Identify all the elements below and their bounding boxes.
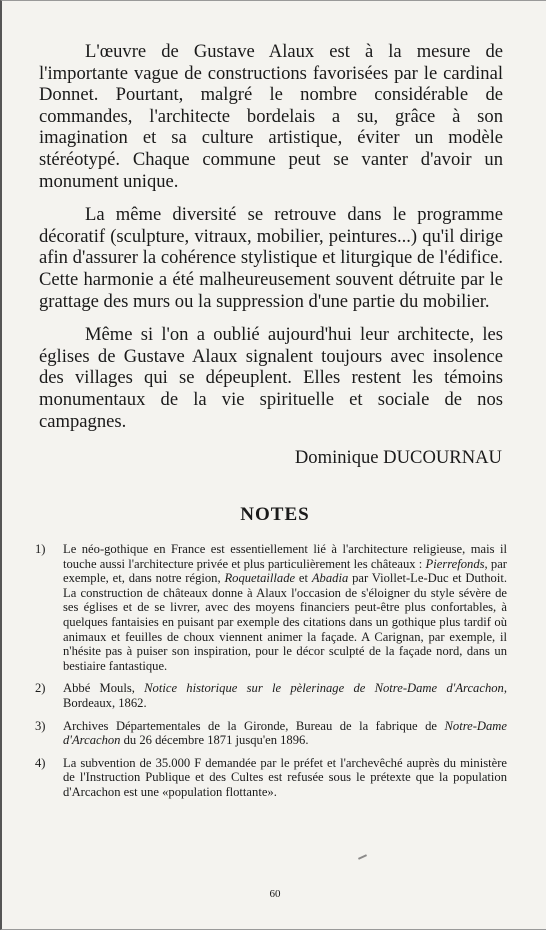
note-item xyxy=(35,542,507,673)
note-number: 4) xyxy=(35,755,46,770)
body-text xyxy=(39,41,503,444)
note-number: 3) xyxy=(35,718,46,733)
note-text: La subvention de 35.000 F demandée par le préfet et l'archevêché auprès du ministère de l'Instruction Publique et des Cultes est refusée sous le prétexte que la population d'Arcachon est une «population flottante». xyxy=(63,755,507,799)
notes-heading: NOTES xyxy=(240,504,310,525)
note-item xyxy=(35,681,507,710)
note-text: Abbé Mouls, Notice historique sur le pèlerinage de Notre-Dame d'Arcachon, Bordeaux, 1862. xyxy=(63,681,507,710)
notes-list xyxy=(35,542,507,808)
note-number: 1) xyxy=(35,542,46,556)
ink-mark xyxy=(358,854,367,860)
page-number: 60 xyxy=(269,888,281,900)
paragraph-1: L'œuvre de Gustave Alaux est à la mesure de l'importante vague de constructions favorisées par le cardinal Donnet. Pourtant, malgré le nombre considérable de commandes, l'architecte bordelais a su, grâce à son imagination et sa culture artistique, éviter un modèle stéréotypé. Chaque commune peut se vanter d'avoir un monument unique. xyxy=(39,41,503,192)
author-signature: Dominique DUCOURNAU xyxy=(294,447,502,468)
note-item xyxy=(35,719,507,748)
note-item xyxy=(35,756,507,800)
note-text: Le néo-gothique en France est essentiellement lié à l'architecture religieuse, mais il touche aussi l'architecture privée et plus particulièrement les châteaux : Pierrefonds, par exemple, et, dans notre région, Roquetaillade et Abadia par Viollet-Le-Duc et Duthoit. La construction de châteaux donne à Alaux l'occasion de s'éloigner du style sévère de ses églises et de se livrer, avec des moyens financiers peut-être plus confortables, à quelques fantaisies en puisant par exemple des citations dans un gothique plus tardif où animaux et feuilles de choux viennent animer la façade. A Carignan, par exemple, il n'hésite pas à puiser son inspiration, pour le décor sculpté de la façade nord, dans un bestiaire fantastique. xyxy=(63,542,507,673)
note-number: 2) xyxy=(35,681,46,696)
note-text: Archives Départementales de la Gironde, Bureau de la fabrique de Notre-Dame d'Arcachon du 26 décembre 1871 jusqu'en 1896. xyxy=(63,718,507,748)
paragraph-2: La même diversité se retrouve dans le programme décoratif (sculpture, vitraux, mobilier, peintures...) qu'il dirige afin d'assurer la cohérence stylistique et liturgique de l'édifice. Cette harmonie a été malheureusement souvent détruite par le grattage des murs ou la suppression d'une partie du mobilier. xyxy=(39,204,503,312)
paragraph-3: Même si l'on a oublié aujourd'hui leur architecte, les églises de Gustave Alaux signalent toujours avec insolence des villages qui se dépeuplent. Elles restent les témoins monumentaux de la vie spirituelle et sociale de nos campagnes. xyxy=(39,324,503,432)
